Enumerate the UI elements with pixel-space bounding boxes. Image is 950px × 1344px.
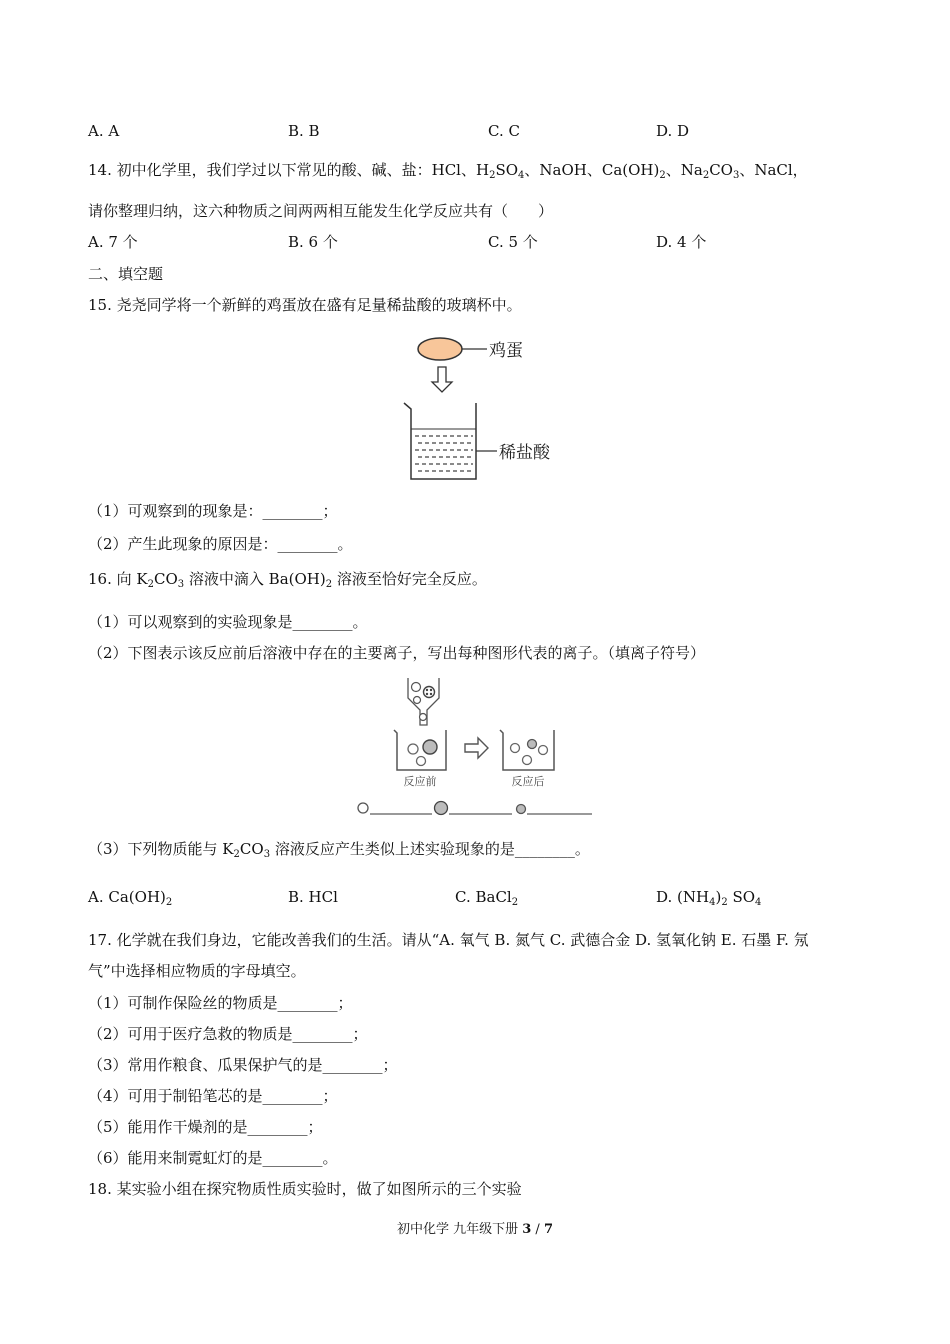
q16-stem: 16. 向 $K_2CO_3$ 溶液中滴入 $Ba(OH)_2$ 溶液至恰好完全反应。 [88,570,487,590]
q17-sub1: （1）可制作保险丝的物质是________； [88,994,353,1012]
q16-option-c: C. BaCl$_2$ [455,888,519,908]
egg-beaker-figure [395,330,570,485]
q15-sub2: （2）产生此现象的原因是：________。 [88,535,353,553]
legend-large-gray-circle [435,802,448,815]
q14-option-c: C. 5 个 [488,233,538,251]
q16-option-b: B. HCl [288,888,338,906]
q17-sub4: （4）可用于制铅笔芯的是________； [88,1087,338,1105]
q14-stem: 14. 初中化学里，我们学过以下常见的酸、碱、盐：HCl、$H_2SO_4$、NaOH、$Ca(OH)_2$、$Na_2CO_3$、NaCl， [88,161,808,181]
q17-stem: 17. 化学就在我们身边，它能改善我们的生活。请从“A. 氧气 B. 氮气 C. 武德合金 D. 氢氧化钠 E. 石墨 F. 氖 [88,931,809,949]
beaker-icon [404,403,476,479]
down-arrow-icon [432,367,452,392]
legend-small-gray-circle [517,805,526,814]
q17-stem-line2: 气”中选择相应物质的字母填空。 [88,962,306,980]
q16-option-d: D. $(NH_4)_2$ $SO_4$ [656,888,762,908]
q18-stem: 18. 某实验小组在探究物质性质实验时，做了如图所示的三个实验 [88,1180,522,1198]
q16-sub2: （2）下图表示该反应前后溶液中存在的主要离子，写出每种图形代表的离子。（填离子符号） [88,644,706,662]
q17-sub5: （5）能用作干燥剂的是________； [88,1118,323,1136]
q16-sub3: （3）下列物质能与 $K_2CO_3$ 溶液反应产生类似上述实验现象的是________。 [88,840,590,860]
right-arrow-icon [465,738,488,758]
q13-option-a: A. A [88,122,120,140]
page-footer: 初中化学 九年级下册 3 / 7 [396,1222,553,1237]
q14-option-b: B. 6 个 [288,233,338,251]
egg-label: 鸡蛋 [489,341,523,361]
q14-option-a: A. 7 个 [88,233,138,251]
q16-option-a: A. $Ca(OH)_2$ [88,888,173,908]
after-label: 反应后 [511,775,545,788]
q13-option-d: D. D [656,122,690,140]
q17-sub2: （2）可用于医疗急救的物质是________； [88,1025,368,1043]
q13-option-b: B. B [288,122,320,140]
egg-shape [418,338,462,360]
acid-label: 稀盐酸 [499,443,550,463]
q14-stem-line2: 请你整理归纳，这六种物质之间两两相互能发生化学反应共有（ ） [88,202,554,220]
q13-option-c: C. C [488,122,520,140]
q17-sub6: （6）能用来制霓虹灯的是________。 [88,1149,338,1167]
q15-stem: 15. 尧尧同学将一个新鲜的鸡蛋放在盛有足量稀盐酸的玻璃杯中。 [88,296,522,314]
q15-sub1: （1）可观察到的现象是：________； [88,502,338,520]
q16-sub1: （1）可以观察到的实验现象是________。 [88,613,368,631]
before-label: 反应前 [403,775,437,788]
q14-option-d: D. 4 个 [656,233,707,251]
q17-sub3: （3）常用作粮食、瓜果保护气的是________； [88,1056,398,1074]
legend-small-circle [358,803,368,813]
section-heading: 二、填空题 [88,265,164,283]
ion-reaction-figure [350,670,600,822]
